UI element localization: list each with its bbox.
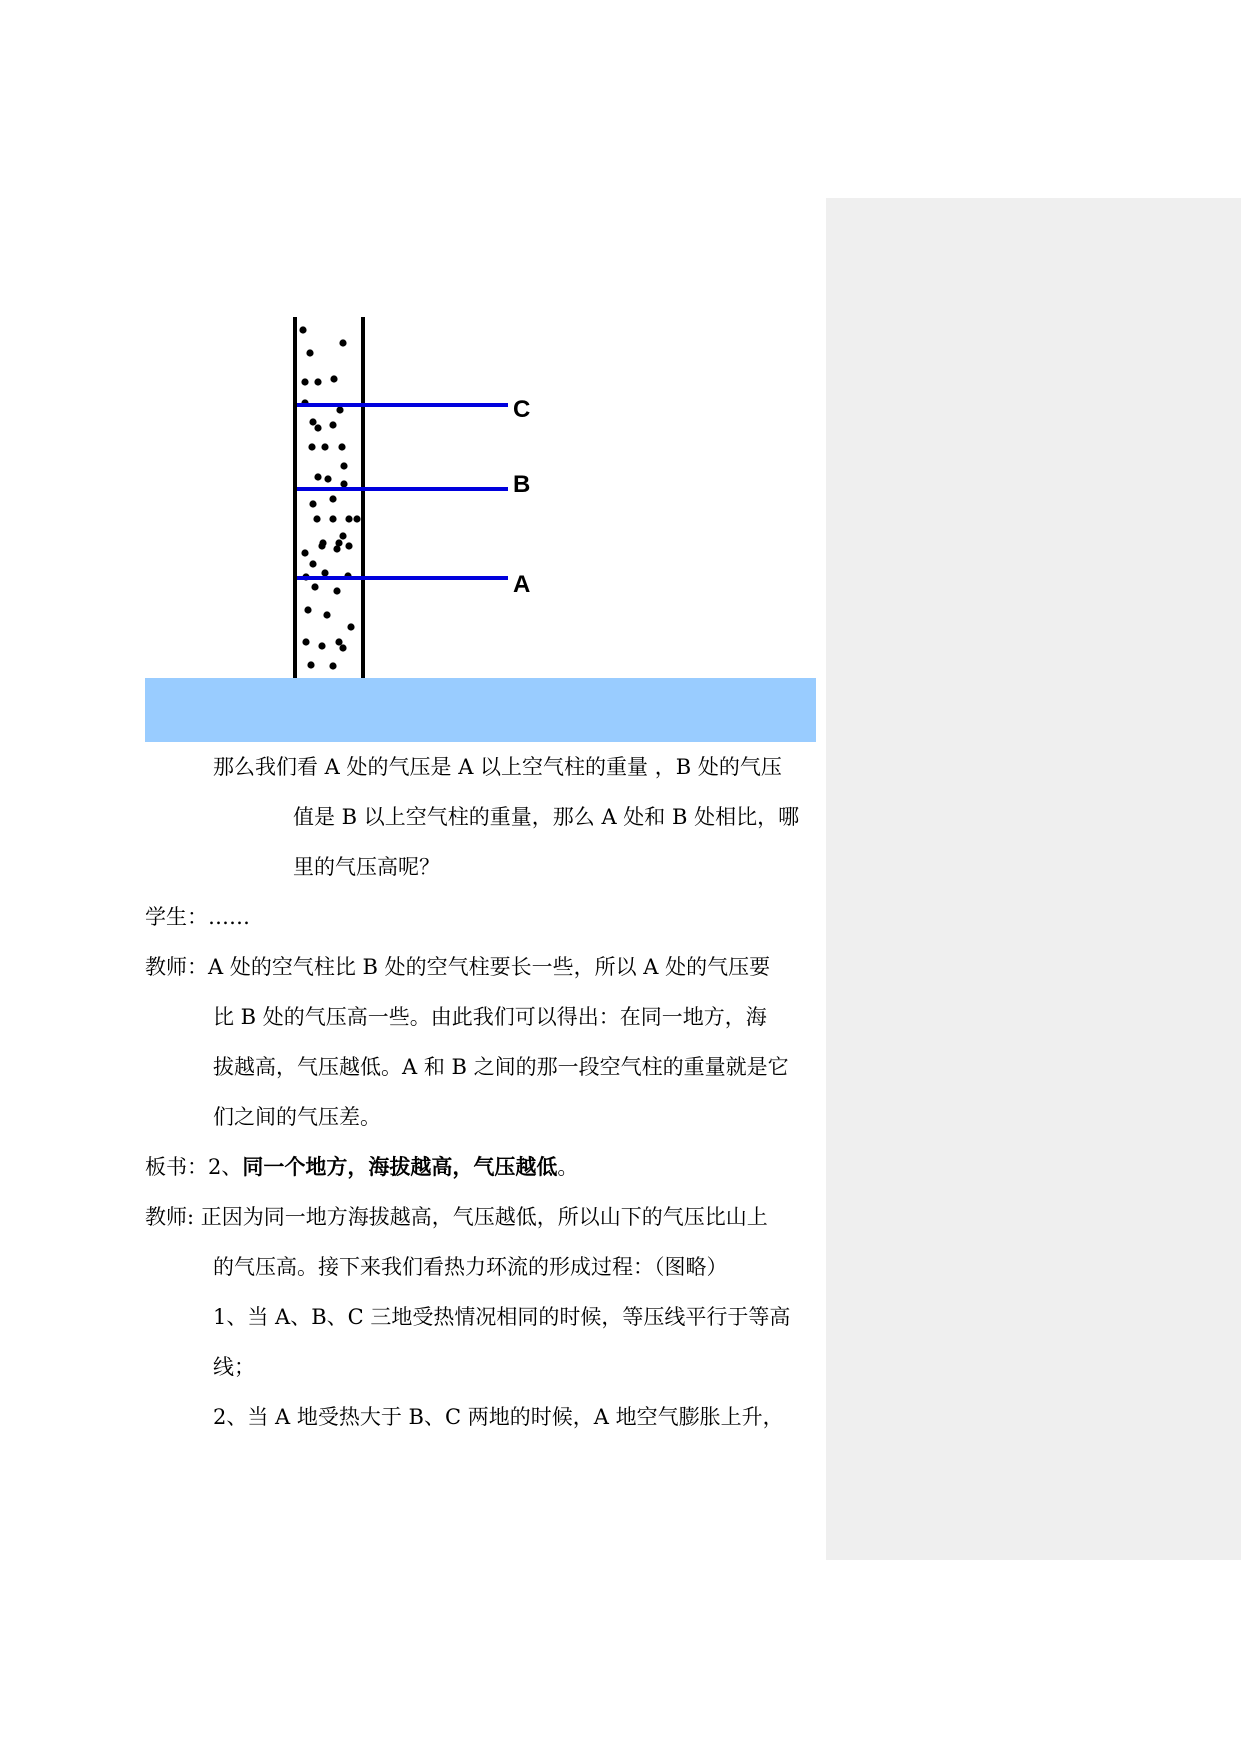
item1-line1: 1、当 A、B、C 三地受热情况相同的时候，等压线平行于等高 xyxy=(213,1305,791,1329)
air-dot xyxy=(308,443,315,450)
air-dot xyxy=(339,532,346,539)
air-dot xyxy=(353,515,360,522)
air-dot xyxy=(333,545,340,552)
speaker-teacher: 教师： xyxy=(145,955,208,979)
air-dot xyxy=(329,515,336,522)
para1-line1: 那么我们看 A 处的气压是 A 以上空气柱的重量 ，B 处的气压 xyxy=(213,755,782,779)
air-dot xyxy=(307,661,314,668)
air-dot xyxy=(301,549,308,556)
board-number: 2、 xyxy=(208,1155,243,1179)
air-dot xyxy=(321,569,328,576)
air-dot xyxy=(333,587,340,594)
air-dot xyxy=(335,638,342,645)
label-b: B xyxy=(513,471,531,498)
air-dot xyxy=(311,583,318,590)
air-dot xyxy=(339,644,346,651)
student-reply: …… xyxy=(208,905,250,929)
student-line xyxy=(145,902,250,932)
speaker-student: 学生： xyxy=(145,905,208,929)
item1-line2: 线； xyxy=(213,1355,255,1379)
air-dot xyxy=(313,515,320,522)
ground-surface xyxy=(145,678,816,742)
air-dot xyxy=(304,606,311,613)
speaker-teacher2: 教师: xyxy=(145,1205,195,1229)
board-statement: 同一个地方，海拔越高，气压越低 xyxy=(242,1154,558,1179)
air-dot xyxy=(314,424,321,431)
speaker-board: 板书： xyxy=(145,1155,208,1179)
board-end: 。 xyxy=(557,1155,579,1179)
air-dot xyxy=(323,611,330,618)
air-dot xyxy=(345,542,352,549)
board-line xyxy=(145,1152,578,1182)
para1-line3: 里的气压高呢？ xyxy=(293,855,440,879)
teacher1-text: A 处的空气柱比 B 处的空气柱要长一些，所以 A 处的气压要 xyxy=(208,955,771,979)
air-dot xyxy=(329,495,336,502)
item2-line1: 2、当 A 地受热大于 B、C 两地的时候，A 地空气膨胀上升， xyxy=(213,1405,784,1429)
air-dot xyxy=(336,406,343,413)
air-column-figure xyxy=(0,0,1241,760)
teacher1-line1 xyxy=(145,952,770,982)
air-dot xyxy=(301,378,308,385)
air-dot xyxy=(309,418,316,425)
air-dot xyxy=(306,349,313,356)
air-dot xyxy=(302,638,309,645)
teacher2-line1 xyxy=(145,1202,768,1232)
air-dots xyxy=(299,326,360,669)
air-dot xyxy=(347,623,354,630)
air-dot xyxy=(309,560,316,567)
teacher2-text: 正因为同一地方海拔越高，气压越低，所以山下的气压比山上 xyxy=(200,1205,768,1229)
label-c: C xyxy=(513,396,531,423)
para1-line2: 值是 B 以上空气柱的重量，那么 A 处和 B 处相比，哪 xyxy=(293,805,800,829)
air-dot xyxy=(339,339,346,346)
air-dot xyxy=(314,473,321,480)
air-dot xyxy=(321,443,328,450)
air-dot xyxy=(318,642,325,649)
air-dot xyxy=(338,443,345,450)
label-a: A xyxy=(513,571,531,598)
teacher1-line3: 拔越高，气压越低。A 和 B 之间的那一段空气柱的重量就是它 xyxy=(213,1055,789,1079)
air-dot xyxy=(340,480,347,487)
air-dot xyxy=(329,662,336,669)
teacher2-line2: 的气压高。接下来我们看热力环流的形成过程：（图略） xyxy=(213,1255,728,1279)
air-dot xyxy=(309,500,316,507)
air-dot xyxy=(329,421,336,428)
air-dot xyxy=(345,515,352,522)
teacher1-line2: 比 B 处的气压高一些。由此我们可以得出：在同一地方，海 xyxy=(213,1005,767,1029)
air-dot xyxy=(340,462,347,469)
air-dot xyxy=(314,378,321,385)
teacher1-line4: 们之间的气压差。 xyxy=(213,1105,381,1129)
air-dot xyxy=(324,475,331,482)
air-dot xyxy=(318,542,325,549)
air-dot xyxy=(330,375,337,382)
air-dot xyxy=(299,326,306,333)
